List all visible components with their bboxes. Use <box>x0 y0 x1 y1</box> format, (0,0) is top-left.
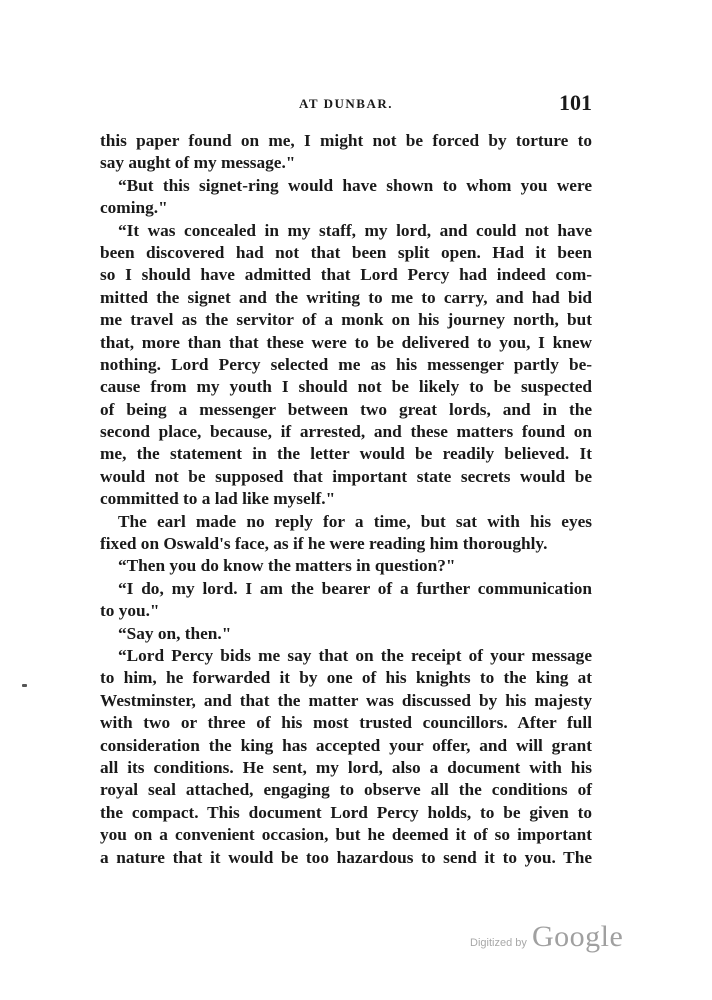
watermark-prefix: Digitized by <box>470 937 527 949</box>
page-number: 101 <box>559 90 592 115</box>
text-line: consideration the king has accepted your offer, and will grant <box>100 735 592 755</box>
text-line: say aught of my message." <box>100 153 296 173</box>
page-header <box>100 90 592 118</box>
text-line: the compact. This document Lord Percy holds, to be given to <box>100 802 592 822</box>
text-line: fixed on Oswald's face, as if he were reading him thoroughly. <box>100 534 548 554</box>
text-line: mitted the signet and the writing to me to carry, and had bid <box>100 287 592 307</box>
text-line: “But this signet-ring would have shown to whom you were <box>118 175 592 195</box>
text-line: to you." <box>100 601 160 621</box>
text-line: “I do, my lord. I am the bearer of a further communication <box>118 578 592 598</box>
text-line: so I should have admitted that Lord Percy had indeed com- <box>100 265 592 285</box>
text-line: royal seal attached, engaging to observe all the conditions of <box>100 780 592 800</box>
text-line: been discovered had not that been split open. Had it been <box>100 242 592 262</box>
running-head: AT DUNBAR. <box>299 96 393 111</box>
digitization-watermark <box>470 920 624 960</box>
text-line: committed to a lad like myself." <box>100 489 336 509</box>
text-line: me, the statement in the letter would be readily believed. It <box>100 444 592 464</box>
text-line: you on a convenient occasion, but he deemed it of so important <box>100 825 592 845</box>
text-line: this paper found on me, I might not be forced by torture to <box>100 131 592 150</box>
text-line: “Lord Percy bids me say that on the receipt of your message <box>118 645 592 665</box>
text-line: of being a messenger between two great lords, and in the <box>100 399 592 419</box>
margin-speck <box>22 684 27 687</box>
text-line: “Say on, then." <box>118 623 232 643</box>
text-line: second place, because, if arrested, and these matters found on <box>100 422 592 442</box>
text-line: me travel as the servitor of a monk on his journey north, but <box>100 310 592 330</box>
text-line: “Then you do know the matters in question?" <box>118 556 456 576</box>
body-text <box>100 130 592 869</box>
text-line: that, more than that these were to be delivered to you, I knew <box>100 332 592 352</box>
text-line: The earl made no reply for a time, but sat with his eyes <box>118 511 592 531</box>
text-line: would not be supposed that important state secrets would be <box>100 466 592 486</box>
text-line: to him, he forwarded it by one of his knights to the king at <box>100 668 592 688</box>
text-line: coming." <box>100 198 168 218</box>
text-line: a nature that it would be too hazardous to send it to you. The <box>100 847 592 867</box>
text-line: Westminster, and that the matter was discussed by his majesty <box>100 690 592 710</box>
watermark-logo: Google <box>532 920 624 953</box>
text-line: nothing. Lord Percy selected me as his messenger partly be- <box>100 354 592 374</box>
text-line: with two or three of his most trusted councillors. After full <box>100 713 592 733</box>
text-line: “It was concealed in my staff, my lord, and could not have <box>118 220 592 240</box>
text-line: all its conditions. He sent, my lord, also a document with his <box>100 757 592 777</box>
text-line: cause from my youth I should not be likely to be suspected <box>100 377 592 397</box>
